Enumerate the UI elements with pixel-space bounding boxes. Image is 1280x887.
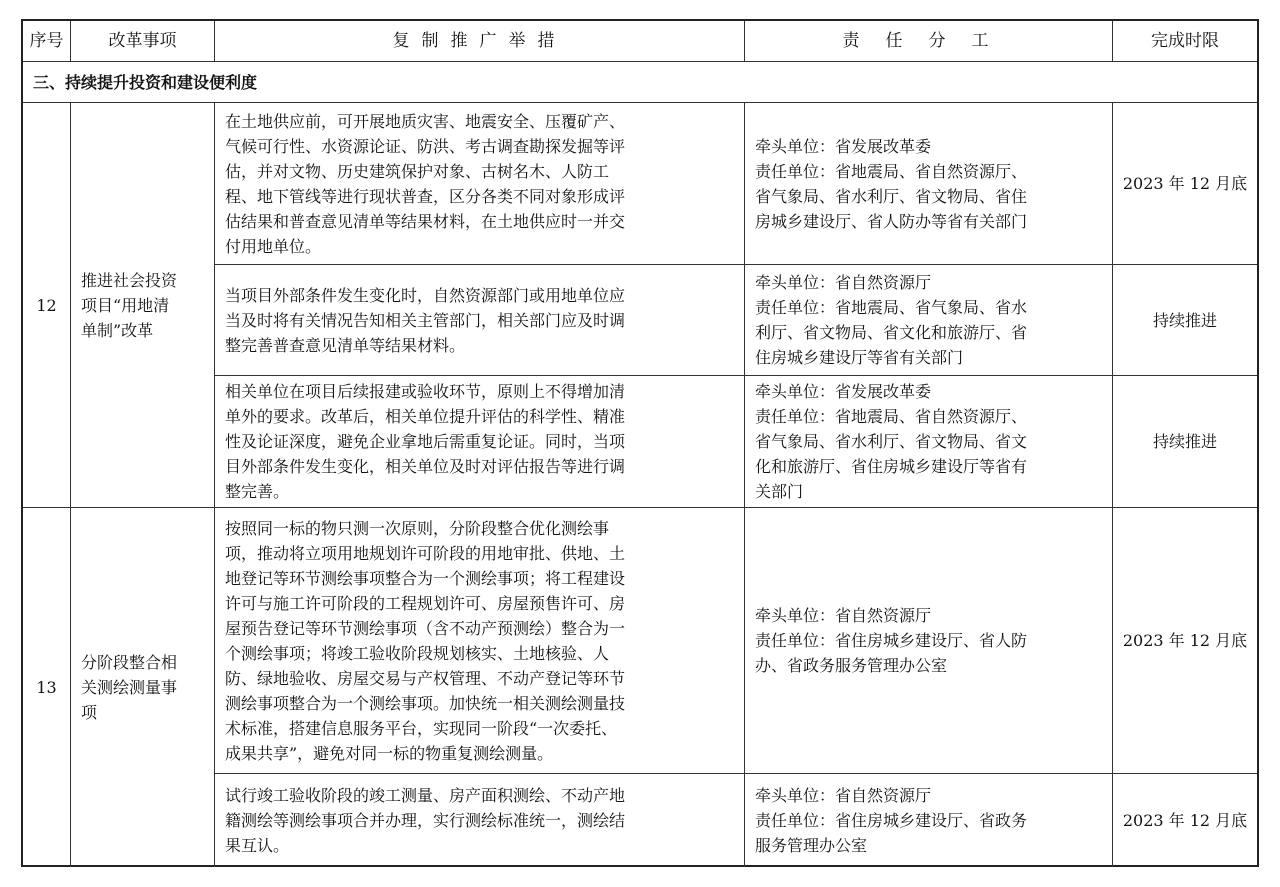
reform-item: 推进社会投资 项目“用地清 单制”改革 xyxy=(81,270,178,340)
deadline-text: 持续推进 xyxy=(1152,310,1217,330)
duty-text: 牵头单位：省自然资源厅 责任单位：省地震局、省气象局、省水 利厅、省文物局、省文化和旅游厅、省 住房城乡建设厅等省有关部门 xyxy=(755,273,1028,367)
deadline-text: 2023 年 12 月底 xyxy=(1122,811,1248,830)
row-number: 12 xyxy=(36,295,57,315)
row-number: 13 xyxy=(36,678,57,697)
policy-table xyxy=(21,19,1259,867)
deadline-text: 2023 年 12 月底 xyxy=(1122,631,1248,650)
header-no: 序号 xyxy=(29,30,64,51)
measure-text: 按照同一标的物只测一次原则，分阶段整合优化测绘事 项，推动将立项用地规划许可阶段的用地审批、供地、土 地登记等环节测绘事项整合为一个测绘事项；将工程建设 许可与施工许可阶段的工程规划许可、房屋预售许可、房 屋预告登记等环节测绘事项（含不动产预测绘）整合为一 个测绘事项；将竣工验收阶段规划核实、土地核验、人 防、绿地验收、房屋交易与产权管理、不动产登记等环节 测绘事项整合为一个测绘事项。加快统一相关测绘测量技 术标准，搭建信息服务平台，实现同一阶段“一次委托、 成果共享”，避免对同一标的物重复测绘测量。 xyxy=(225,518,626,763)
header-item: 改革事项 xyxy=(108,30,177,51)
header-measure: 复制推广举措 xyxy=(392,30,567,51)
measure-text: 相关单位在项目后续报建或验收环节，原则上不得增加清 单外的要求。改革后，相关单位提升评估的科学性、精准 性及论证深度，避免企业拿地后需重复论证。同时，当项 目外部条件发生变化，相关单位及时对评估报告等进行调 整完善。 xyxy=(225,382,626,501)
measure-text: 在土地供应前，可开展地质灾害、地震安全、压覆矿产、 气候可行性、水资源论证、防洪、考古调查勘探发掘等评 估，并对文物、历史建筑保护对象、古树名木、人防工 程、地下管线等进行现状普查，区分各类不同对象形成评 估结果和普查意见清单等结果材料，在土地供应时一并交 付用地单位。 xyxy=(225,111,626,256)
duty-text: 牵头单位：省发展改革委 责任单位：省地震局、省自然资源厅、 省气象局、省水利厅、省文物局、省文 化和旅游厅、省住房城乡建设厅等省有 关部门 xyxy=(755,382,1028,501)
header-deadline: 完成时限 xyxy=(1151,30,1219,51)
measure-text: 试行竣工验收阶段的竣工测量、房产面积测绘、不动产地 籍测绘等测绘事项合并办理，实行测绘标准统一，测绘结 果互认。 xyxy=(225,786,626,855)
duty-text: 牵头单位：省自然资源厅 责任单位：省住房城乡建设厅、省人防 办、省政务服务管理办公室 xyxy=(755,606,1028,675)
deadline-text: 持续推进 xyxy=(1152,432,1217,451)
duty-text: 牵头单位：省自然资源厅 责任单位：省住房城乡建设厅、省政务 服务管理办公室 xyxy=(755,786,1028,855)
section-title: 三、持续提升投资和建设便利度 xyxy=(33,72,258,92)
measure-text: 当项目外部条件发生变化时，自然资源部门或用地单位应 当及时将有关情况告知相关主管部门，相关部门应及时调 整完善普查意见清单等结果材料。 xyxy=(225,285,626,355)
duty-text: 牵头单位：省发展改革委 责任单位：省地震局、省自然资源厅、 省气象局、省水利厅、省文物局、省住 房城乡建设厅、省人防办等省有关部门 xyxy=(755,136,1028,231)
deadline-text: 2023 年 12 月底 xyxy=(1122,174,1248,193)
reform-item: 分阶段整合相 关测绘测量事 项 xyxy=(81,653,178,722)
header-duty: 责任分工 xyxy=(842,30,1015,51)
